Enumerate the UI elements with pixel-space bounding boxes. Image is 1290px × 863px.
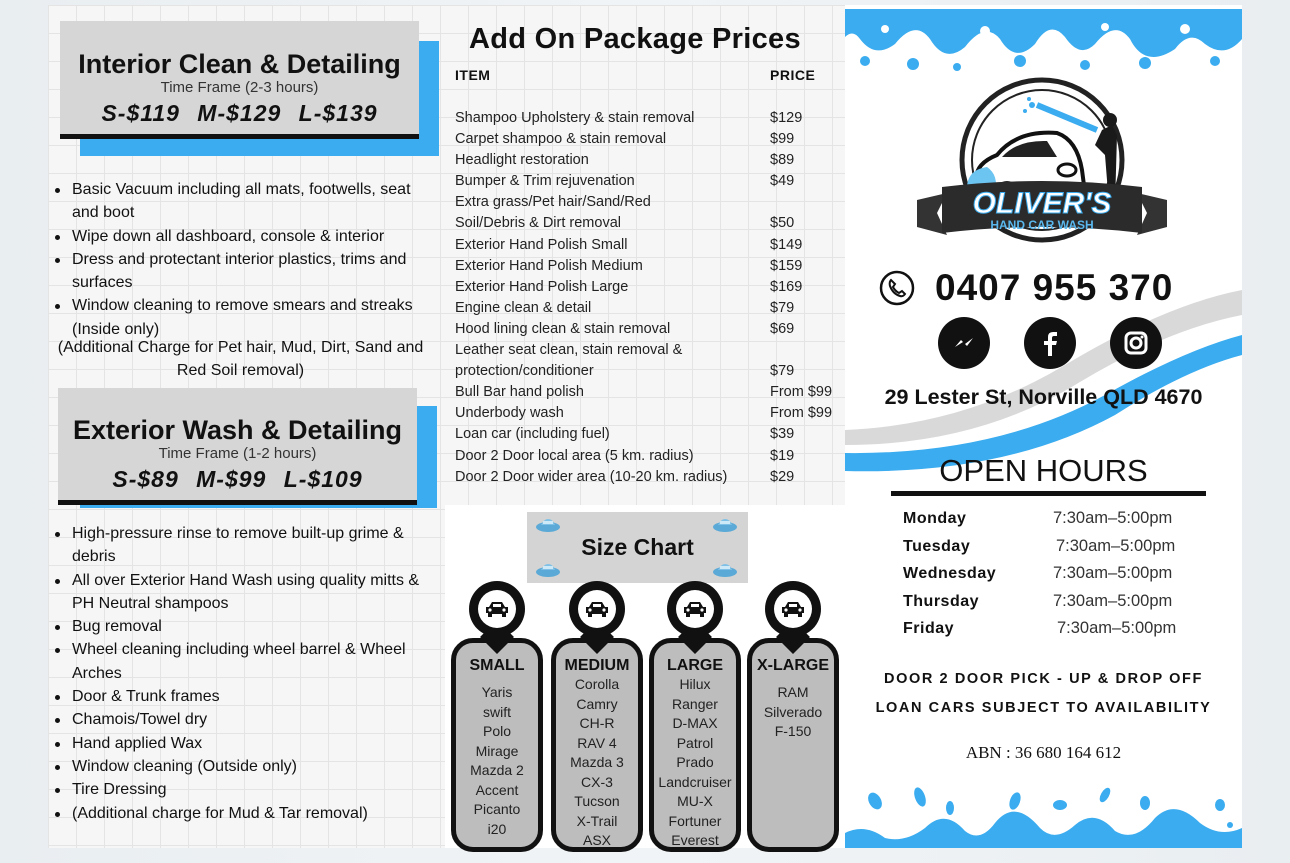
model-name: Hilux: [679, 676, 711, 692]
olivers-logo: [917, 75, 1167, 265]
feature-item: Wipe down all dashboard, console & interior: [50, 225, 435, 248]
addon-price: $129: [770, 110, 803, 126]
feature-item: Basic Vacuum including all mats, footwells, seat and boot: [50, 178, 435, 225]
hours-day: Tuesday: [903, 537, 971, 555]
hours-time: 7:30am–5:00pm: [1057, 619, 1177, 638]
open-hours-title: OPEN HOURS: [939, 453, 1148, 488]
hours-row: [903, 560, 1203, 588]
location-pin-icon: [765, 581, 821, 637]
addons-title: Add On Package Prices: [469, 23, 801, 55]
interior-features-list: [50, 178, 435, 341]
hours-row: [903, 588, 1203, 616]
model-name: Landcruiser: [658, 773, 732, 790]
model-name: Everest: [671, 832, 719, 848]
addon-row: [455, 256, 845, 277]
size-column-small: [451, 638, 543, 852]
exterior-time-frame: Time Frame (1-2 hours): [158, 445, 317, 462]
addon-item: Headlight restoration: [455, 152, 589, 169]
addon-row: [455, 424, 845, 445]
feature-item: Dress and protectant interior plastics, trims and surfaces: [50, 248, 435, 295]
model-name: Accent: [475, 781, 519, 798]
addon-price: From $99: [770, 405, 833, 422]
addon-price: $79: [770, 363, 795, 380]
feature-item: Hand applied Wax: [50, 732, 435, 755]
model-name: CH-R: [579, 715, 615, 731]
model-name: Ranger: [672, 695, 718, 712]
business-info-column: [845, 5, 1242, 848]
size-models: [556, 675, 638, 851]
addons-col-item: ITEM: [455, 67, 491, 83]
car-front-icon: [682, 600, 708, 618]
hours-time: 7:30am–5:00pm: [1053, 564, 1173, 583]
size-label: SMALL: [469, 657, 525, 674]
exterior-package-card: [58, 388, 417, 505]
addon-price: $99: [770, 131, 795, 148]
feature-item: Door & Trunk frames: [50, 685, 435, 708]
size-card: [451, 638, 543, 852]
price-large: L-$139: [298, 100, 378, 126]
price-medium: M-$129: [197, 100, 282, 126]
location-pin-icon: [469, 581, 525, 637]
model-name: Silverado: [763, 703, 823, 720]
hours-time: 7:30am–5:00pm: [1053, 591, 1173, 610]
size-label: LARGE: [667, 657, 723, 674]
car-front-icon: [780, 600, 806, 618]
addons-column: [445, 5, 845, 848]
phone-contact[interactable]: [879, 267, 1173, 309]
addon-item: Underbody wash: [455, 405, 564, 422]
car-icon: [712, 562, 738, 578]
addon-price: [770, 192, 845, 213]
addon-row: [455, 192, 845, 213]
exterior-features-list: [50, 522, 435, 825]
addon-row: [455, 277, 845, 298]
addon-item: Shampoo Upholstery & stain removal: [455, 110, 695, 126]
feature-item: (Additional charge for Mud & Tar removal): [50, 802, 435, 825]
hours-row: [903, 533, 1203, 561]
model-name: RAM: [777, 684, 809, 700]
model-name: ASX: [582, 832, 611, 848]
facebook-icon[interactable]: [1024, 317, 1076, 369]
feature-item: Wheel cleaning including wheel barrel & Wheel Arches: [50, 638, 435, 685]
addon-item: Door 2 Door local area (5 km. radius): [455, 447, 694, 464]
addon-item: Bumper & Trim rejuvenation: [455, 173, 635, 190]
addon-item: Carpet shampoo & stain removal: [455, 131, 667, 148]
addons-table: [455, 108, 845, 488]
addon-item: Loan car (including fuel): [455, 426, 610, 443]
model-name: Fortuner: [668, 812, 722, 829]
feature-item: Window cleaning to remove smears and streaks (Inside only): [50, 294, 435, 341]
addon-row: [455, 361, 845, 382]
addon-item: Leather seat clean, stain removal &: [455, 342, 683, 359]
price-medium: M-$99: [196, 466, 267, 492]
size-label: MEDIUM: [564, 657, 630, 674]
logo-tagline: HAND CAR WASH: [990, 218, 1094, 232]
model-name: MU-X: [677, 793, 713, 809]
addon-row: [455, 340, 845, 361]
feature-item: Chamois/Towel dry: [50, 708, 435, 731]
flyer: [48, 5, 1242, 848]
packages-column: [48, 5, 445, 848]
water-splash-top: [845, 9, 1242, 73]
messenger-icon[interactable]: [938, 317, 990, 369]
addon-item: Exterior Hand Polish Medium: [455, 257, 643, 274]
model-name: Picanto: [473, 801, 521, 817]
addon-row: [455, 150, 845, 171]
car-front-icon: [484, 600, 510, 618]
addon-price: $19: [770, 447, 795, 464]
interior-time-frame: Time Frame (2-3 hours): [160, 79, 319, 96]
logo-name: OLIVER'S: [972, 187, 1112, 220]
addon-item: protection/conditioner: [455, 363, 594, 380]
addon-row: [455, 382, 845, 403]
size-card: [551, 638, 643, 852]
feature-item: Bug removal: [50, 615, 435, 638]
feature-item: All over Exterior Hand Wash using quality mitts & PH Neutral shampoos: [50, 569, 435, 616]
addon-row: [455, 171, 845, 192]
hours-time: 7:30am–5:00pm: [1053, 509, 1173, 527]
model-name: Tucson: [574, 793, 620, 809]
addon-price: $169: [770, 278, 803, 295]
addon-item: Exterior Hand Polish Small: [455, 236, 628, 253]
exterior-package-title: Exterior Wash & Detailing: [72, 415, 403, 445]
feature-item: Window cleaning (Outside only): [50, 755, 435, 778]
model-name: Corolla: [574, 676, 620, 692]
size-column-medium: [551, 638, 643, 852]
water-splash-bottom: [845, 783, 1242, 848]
addon-item: Bull Bar hand polish: [455, 384, 584, 401]
model-name: Prado: [676, 754, 714, 770]
addon-row: [455, 298, 845, 319]
addon-row: [455, 235, 845, 256]
price-large: L-$109: [283, 466, 363, 492]
size-models: [654, 675, 736, 851]
model-name: Patrol: [676, 734, 714, 751]
addon-price: $49: [770, 173, 795, 190]
hours-row: [903, 505, 1203, 533]
size-chart-title: Size Chart: [581, 534, 694, 560]
model-name: Mazda 3: [570, 754, 624, 770]
size-card: [747, 638, 839, 852]
addon-item: Soil/Debris & Dirt removal: [455, 215, 621, 232]
interior-package-card: [60, 21, 419, 139]
abn-number: ABN : 36 680 164 612: [965, 743, 1122, 762]
phone-icon: [879, 270, 915, 306]
model-name: Camry: [576, 695, 618, 712]
addon-price: $149: [770, 236, 803, 253]
interior-package-title: Interior Clean & Detailing: [78, 49, 401, 79]
feature-item: High-pressure rinse to remove built-up grime & debris: [50, 522, 435, 569]
addon-item: Extra grass/Pet hair/Sand/Red: [455, 194, 651, 211]
model-name: Mirage: [475, 742, 519, 759]
exterior-prices: [58, 464, 417, 494]
model-name: Yaris: [481, 684, 513, 700]
size-label: X-LARGE: [757, 657, 829, 674]
addon-price: $89: [770, 152, 795, 169]
model-name: D-MAX: [672, 715, 718, 731]
size-models: [456, 683, 538, 839]
addon-row: [455, 213, 845, 234]
addon-item: Door 2 Door wider area (10-20 km. radius): [455, 468, 728, 485]
addon-price: $50: [770, 215, 795, 232]
door-to-door-notice: DOOR 2 DOOR PICK - UP & DROP OFF: [884, 671, 1203, 687]
hours-day: Thursday: [903, 592, 980, 610]
hours-divider: [891, 491, 1206, 496]
hours-row: [903, 615, 1203, 643]
feature-item: Tire Dressing: [50, 778, 435, 801]
model-name: i20: [487, 820, 507, 837]
addon-price: $159: [770, 257, 803, 274]
addon-price: $69: [770, 320, 795, 337]
price-small: S-$89: [112, 466, 179, 492]
size-chart-section: [445, 505, 845, 848]
car-icon: [712, 517, 738, 533]
addon-price: From $99: [770, 384, 833, 401]
social-links: [938, 317, 1162, 369]
hours-day: Monday: [903, 510, 967, 527]
addon-row: [455, 129, 845, 150]
addons-col-price: PRICE: [770, 67, 816, 83]
hours-day: Wednesday: [903, 565, 997, 583]
model-name: CX-3: [581, 773, 613, 790]
interior-prices: [60, 98, 419, 128]
addon-row: [455, 319, 845, 340]
business-address: 29 Lester St, Norville QLD 4670: [884, 385, 1203, 409]
addon-row: [455, 403, 845, 424]
addon-row: [455, 467, 845, 488]
location-pin-icon: [667, 581, 723, 637]
car-front-icon: [584, 600, 610, 618]
size-models: [752, 683, 834, 742]
instagram-icon[interactable]: [1110, 317, 1162, 369]
size-card: [649, 638, 741, 852]
model-name: F-150: [774, 723, 812, 739]
addon-item: Engine clean & detail: [455, 299, 592, 316]
addon-item: Hood lining clean & stain removal: [455, 320, 671, 337]
size-column-large: [649, 638, 741, 852]
model-name: swift: [483, 703, 511, 720]
loan-cars-notice: LOAN CARS SUBJECT TO AVAILABILITY: [875, 700, 1212, 716]
addon-item: Exterior Hand Polish Large: [455, 278, 629, 295]
location-pin-icon: [569, 581, 625, 637]
addon-price: $39: [770, 426, 795, 443]
addon-price: $29: [770, 468, 795, 485]
addon-price: $79: [770, 299, 795, 316]
price-small: S-$119: [101, 100, 180, 126]
model-name: Polo: [482, 723, 512, 739]
model-name: X-Trail: [576, 812, 618, 829]
addon-price: [770, 340, 845, 361]
car-icon: [535, 517, 561, 533]
hours-time: 7:30am–5:00pm: [1056, 536, 1176, 555]
car-icon: [535, 562, 561, 578]
model-name: RAV 4: [577, 734, 617, 751]
addon-row: [455, 108, 845, 129]
open-hours-table: [903, 505, 1203, 643]
interior-additional-note: (Additional Charge for Pet hair, Mud, Dirt, Sand and Red Soil removal): [57, 339, 424, 379]
model-name: Mazda 2: [470, 762, 524, 778]
addon-row: [455, 446, 845, 467]
size-column-xlarge: [747, 638, 839, 852]
hours-day: Friday: [903, 620, 955, 638]
phone-number: 0407 955 370: [935, 267, 1174, 308]
